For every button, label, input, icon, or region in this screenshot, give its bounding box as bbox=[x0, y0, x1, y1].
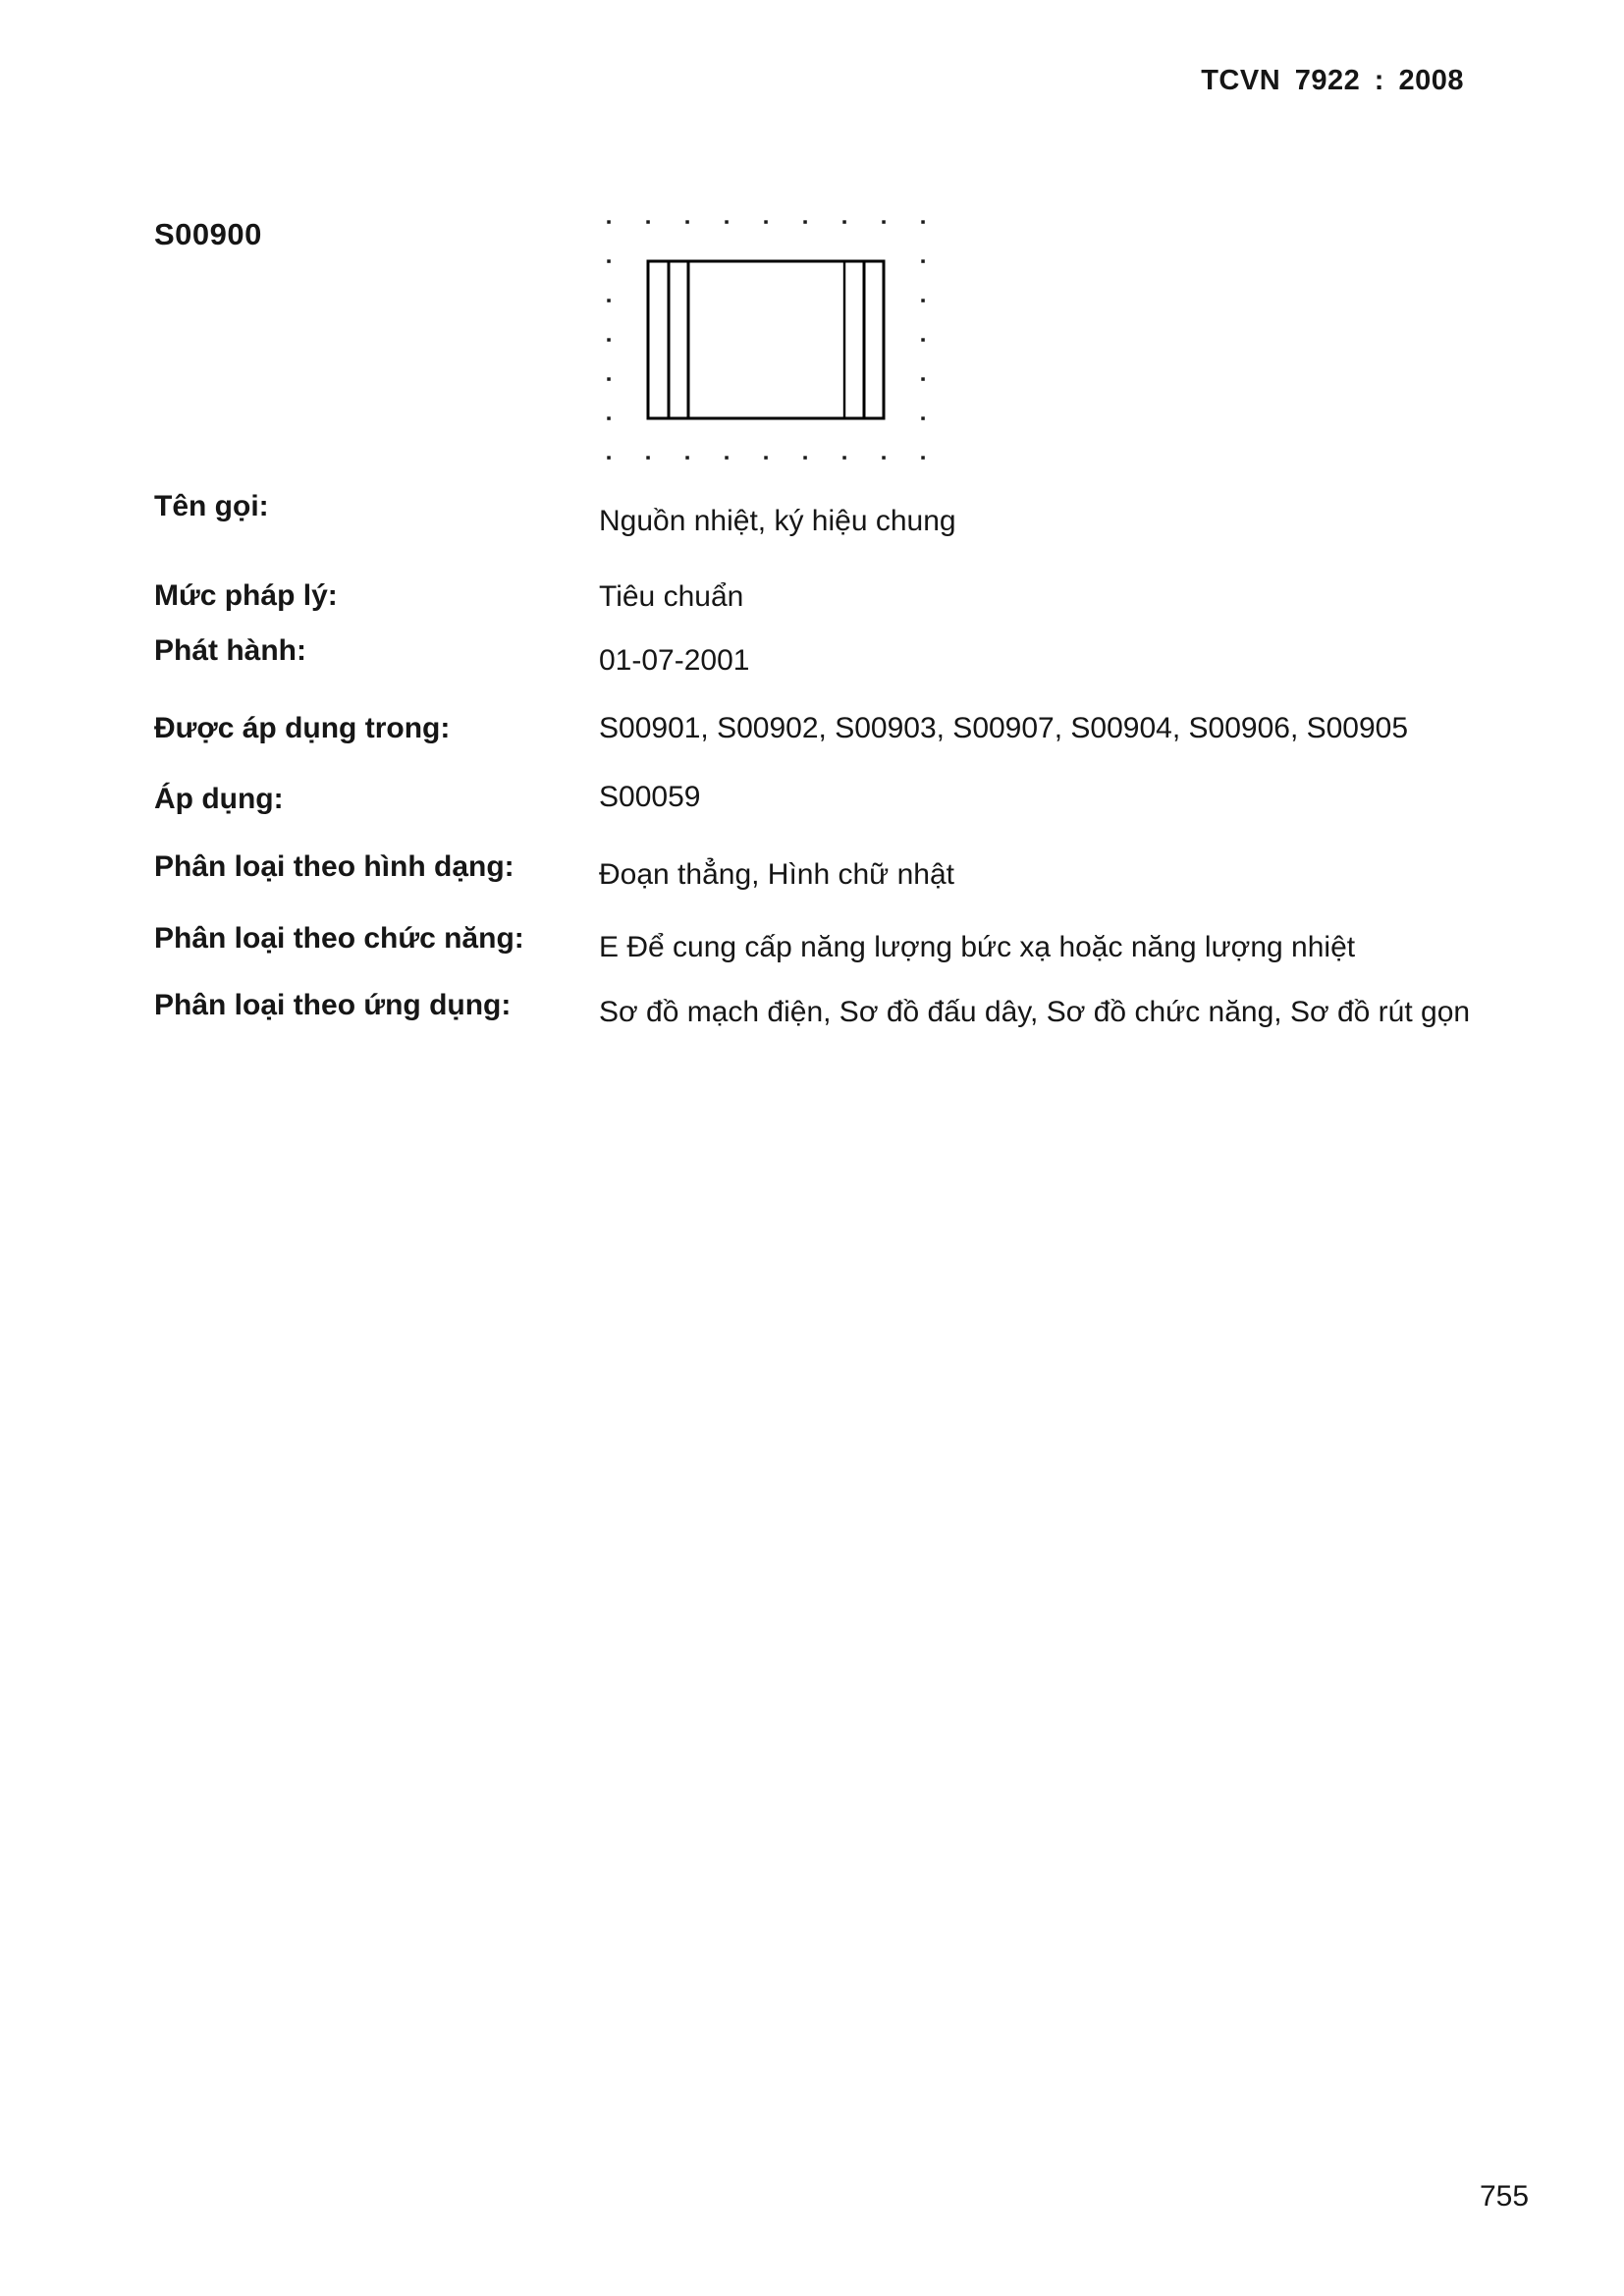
field-value-phan-loai-hinh-dang: Đoạn thẳng, Hình chữ nhật bbox=[599, 858, 954, 891]
symbol-id: S00900 bbox=[154, 217, 262, 251]
field-value-ten-goi: Nguồn nhiệt, ký hiệu chung bbox=[599, 505, 956, 537]
field-label-phan-loai-chuc-nang: Phân loại theo chức năng: bbox=[154, 922, 524, 955]
field-label-ten-goi: Tên gọi: bbox=[154, 490, 269, 522]
field-value-phat-hanh: 01-07-2001 bbox=[599, 644, 750, 677]
heat-source-symbol-figure bbox=[589, 202, 943, 477]
field-label-phan-loai-ung-dung: Phân loại theo ứng dụng: bbox=[154, 989, 512, 1021]
page-number: 755 bbox=[1480, 2180, 1530, 2213]
field-label-ap-dung: Áp dụng: bbox=[154, 783, 284, 815]
field-value-duoc-ap-dung-trong: S00901, S00902, S00903, S00907, S00904, S00906, S00905 bbox=[599, 712, 1409, 744]
field-label-phan-loai-hinh-dang: Phân loại theo hình dạng: bbox=[154, 850, 514, 883]
field-label-muc-phap-ly: Mức pháp lý: bbox=[154, 579, 338, 612]
field-label-duoc-ap-dung-trong: Được áp dụng trong: bbox=[154, 712, 451, 744]
field-value-muc-phap-ly: Tiêu chuẩn bbox=[599, 580, 744, 613]
field-value-ap-dung: S00059 bbox=[599, 781, 701, 813]
standard-reference: TCVN 7922 : 2008 bbox=[1201, 65, 1464, 96]
field-label-phat-hanh: Phát hành: bbox=[154, 634, 306, 667]
field-value-phan-loai-chuc-nang: E Để cung cấp năng lượng bức xạ hoặc năng lượng nhiệt bbox=[599, 931, 1356, 963]
heat-source-symbol-shape bbox=[648, 261, 884, 418]
field-value-phan-loai-ung-dung: Sơ đồ mạch điện, Sơ đồ đấu dây, Sơ đồ chức năng, Sơ đồ rút gọn bbox=[599, 996, 1471, 1028]
